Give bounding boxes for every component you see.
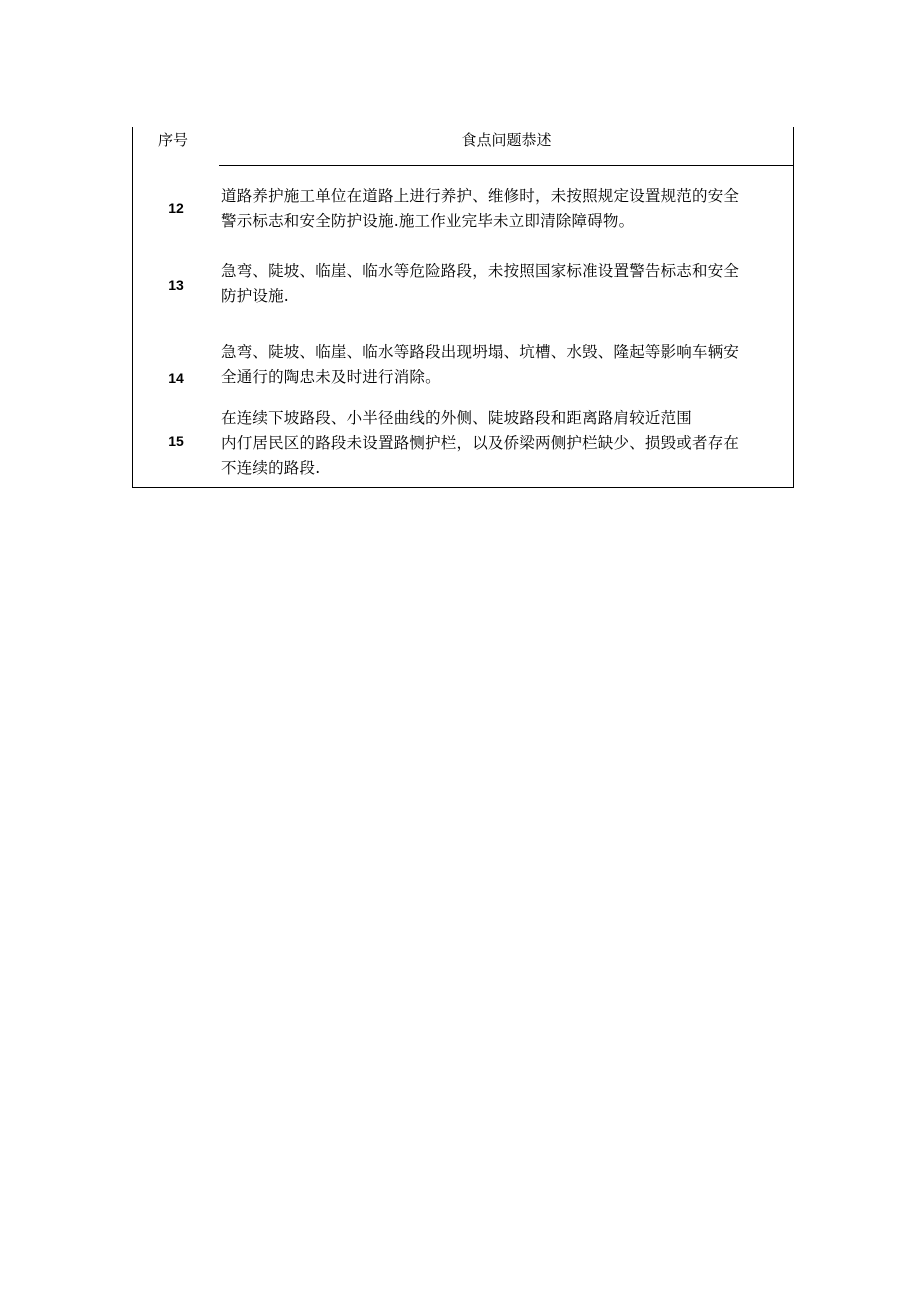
table-row: [133, 184, 793, 234]
row-description-line: 防护设施.: [221, 287, 289, 305]
row-description-line: 不连续的路段.: [221, 459, 321, 477]
issue-table: [132, 127, 794, 488]
row-description-line: 急弯、陡坡、临崖、临水等路段出现坍塌、坑槽、水毁、隆起等影响车辆安: [221, 343, 740, 361]
table-row: [133, 406, 793, 482]
row-description: [221, 340, 787, 390]
table-row: [133, 259, 793, 309]
header-serial-number: 序号: [158, 131, 189, 149]
row-description-line: 在连续下坡路段、小半径曲线的外侧、陡坡路段和距离路肩较近范围: [221, 409, 693, 427]
row-number: 13: [168, 277, 184, 293]
table-row: [133, 340, 793, 390]
row-description-line: 警示标志和安全防护设施.施工作业完毕未立即清除障碍物。: [221, 212, 635, 230]
row-description: [221, 406, 787, 481]
row-description-line: 道路养护施工单位在道路上进行养护、维修时，未按照规定设置规范的安全: [221, 187, 740, 205]
header-issue-description: 食点问题恭述: [461, 131, 552, 149]
row-number: 14: [168, 370, 184, 386]
header-divider: [219, 165, 794, 166]
row-description-line: 全通行的陶忠未及时进行消除。: [221, 368, 441, 386]
row-number: 15: [168, 433, 184, 449]
row-description-line: 内仃居民区的路段未设置路恻护栏，以及侨梁两侧护栏缺少、损毁或者存在: [221, 434, 740, 452]
row-number: 12: [168, 200, 184, 216]
row-description: [221, 184, 787, 234]
row-description-line: 急弯、陡坡、临崖、临水等危险路段，未按照国家标准设置警告标志和安全: [221, 262, 740, 280]
row-description: [221, 259, 787, 309]
